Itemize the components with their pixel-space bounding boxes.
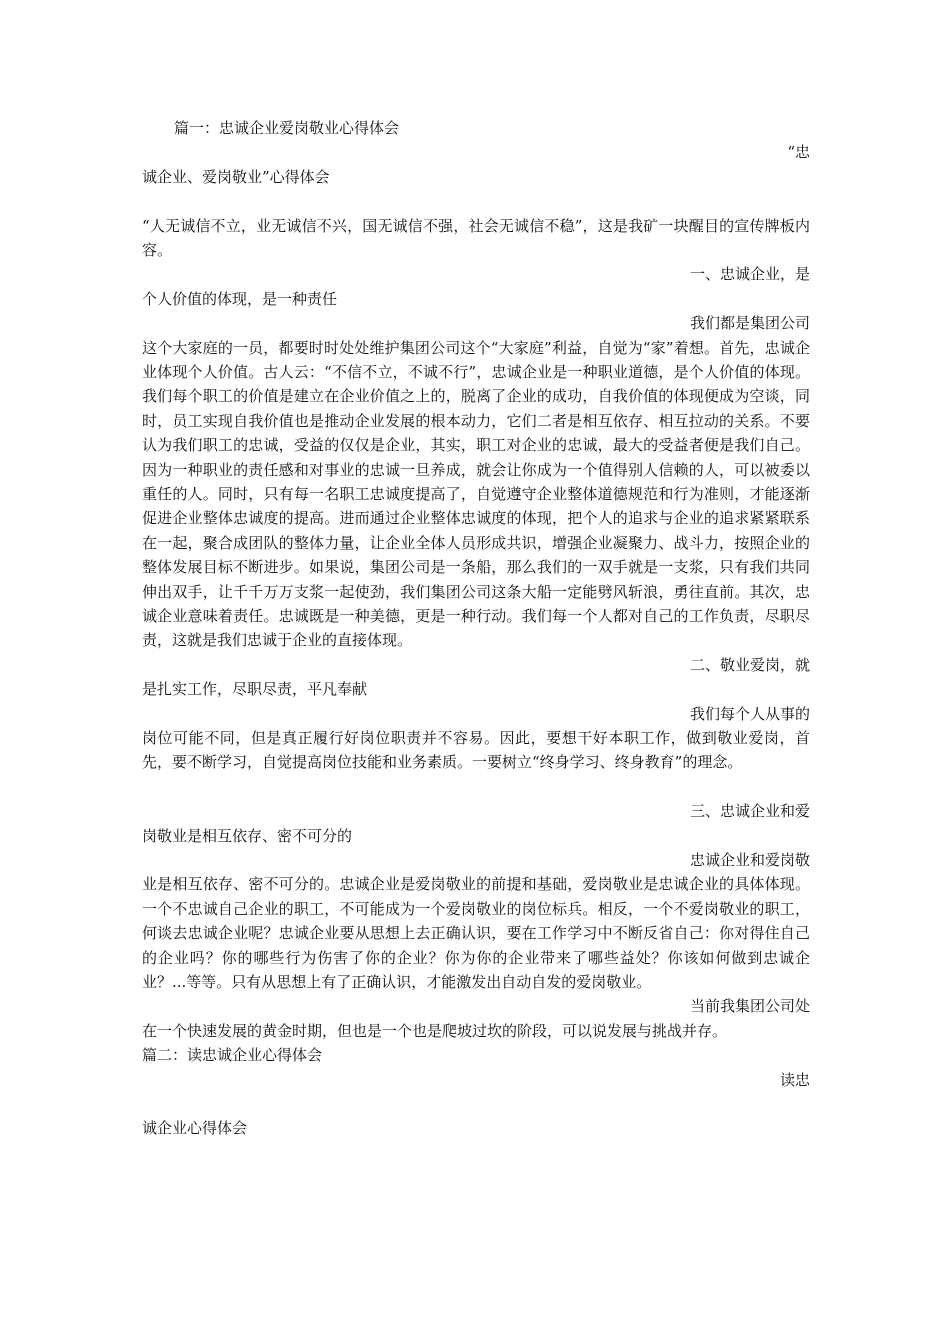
section3-heading-end: 岗敬业是相互依存、密不可分的	[142, 826, 353, 845]
section1-lead: 我们都是集团公司	[689, 314, 810, 333]
section1-heading-end: 个人价值的体现，是一种责任	[142, 289, 338, 308]
intro-paragraph: “人无诚信不立，业无诚信不兴，国无诚信不强，社会无诚信不稳”，这是我矿一块醒目的宣传牌板内容。	[142, 216, 810, 259]
part2-subtitle-start: 读忠	[779, 1070, 810, 1089]
closing-lead: 当前我集团公司处	[689, 997, 810, 1016]
part1-title: 篇一：忠诚企业爱岗敬业心得体会	[174, 119, 400, 137]
spacer	[142, 1092, 810, 1116]
spacer	[142, 189, 810, 213]
part1-subtitle-end: 诚企业、爱岗敬业”心得体会	[142, 167, 330, 186]
section3-lead: 忠诚企业和爱岗敬	[689, 850, 810, 869]
section1-heading-start: 一、忠诚企业，是	[689, 265, 810, 284]
part2-subtitle-end: 诚企业心得体会	[142, 1119, 248, 1138]
spacer	[142, 775, 810, 799]
section3-body: 业是相互依存、密不可分的。忠诚企业是爱岗敬业的前提和基础，爱岗敬业是忠诚企业的具体体现。一个不忠诚自己企业的职工，不可能成为一个爱岗敬业的岗位标兵。相反，一个不爱岗敬业的职工，何谈去忠诚企业呢？忠诚企业要从思想上去正确认识，要在工作学习中不断反省自己：你对得住自己的企业吗？你的哪些行为伤害了你的企业？你为你的企业带来了哪些益处？你该如何做到忠诚企业？...等等。只有从思想上有了正确认识，才能激发出自动自发的爱岗敬业。	[142, 875, 810, 991]
part1-subtitle-start: “忠	[787, 143, 810, 162]
section2-heading-start: 二、敬业爱岗，就	[689, 655, 810, 674]
part2-title: 篇二：读忠诚企业心得体会	[142, 1046, 323, 1065]
section2-lead: 我们每个人从事的	[689, 704, 810, 723]
section2-heading-end: 是扎实工作，尽职尽责，平凡奉献	[142, 680, 368, 699]
section1-body: 这个大家庭的一员，都要时时处处维护集团公司这个“大家庭”利益，自觉为“家”着想。首先，忠诚企业体现个人价值。古人云：“不信不立，不诚不行”，忠诚企业是一种职业道德，是个人价值的体现。我们每个职工的价值是建立在企业价值之上的，脱离了企业的成功，自我价值的体现便成为空谈，同时，员工实现自我价值也是推动企业发展的根本动力，它们二者是相互依存、相互拉动的关系。不要认为我们职工的忠诚，受益的仅仅是企业，其实，职工对企业的忠诚，最大的受益者便是我们自己。因为一种职业的责任感和对事业的忠诚一旦养成，就会让你成为一个值得别人信赖的人，可以被委以重任的人。同时，只有每一名职工忠诚度提高了，自觉遵守企业整体道德规范和行为准则，才能逐渐促进企业整体忠诚度的提高。进而通过企业整体忠诚度的体现，把个人的追求与企业的追求紧紧联系在一起，聚合成团队的整体力量，让企业全体人员形成共识，增强企业凝聚力、战斗力，按照企业的整体发展目标不断进步。如果说，集团公司是一条船，那么我们的一双手就是一支浆，只有我们共同伸出双手，让千千万万支浆一起使劲，我们集团公司这条大船一定能劈风斩浪，勇往直前。其次，忠诚企业意味着责任。忠诚既是一种美德，更是一种行动。我们每一个人都对自己的工作负责，尽职尽责，这就是我们忠诚于企业的直接体现。	[142, 338, 810, 650]
section3-heading-start: 三、忠诚企业和爱	[689, 802, 810, 821]
closing-body: 在一个快速发展的黄金时期，但也是一个也是爬坡过坎的阶段，可以说发展与挑战并存。	[142, 1021, 728, 1040]
document-content	[142, 116, 810, 1141]
section2-body: 岗位可能不同，但是真正履行好岗位职责并不容易。因此，要想干好本职工作，做到敬业爱岗，首先，要不断学习，自觉提高岗位技能和业务素质。一要树立“终身学习、终身教育”的理念。	[142, 729, 810, 772]
